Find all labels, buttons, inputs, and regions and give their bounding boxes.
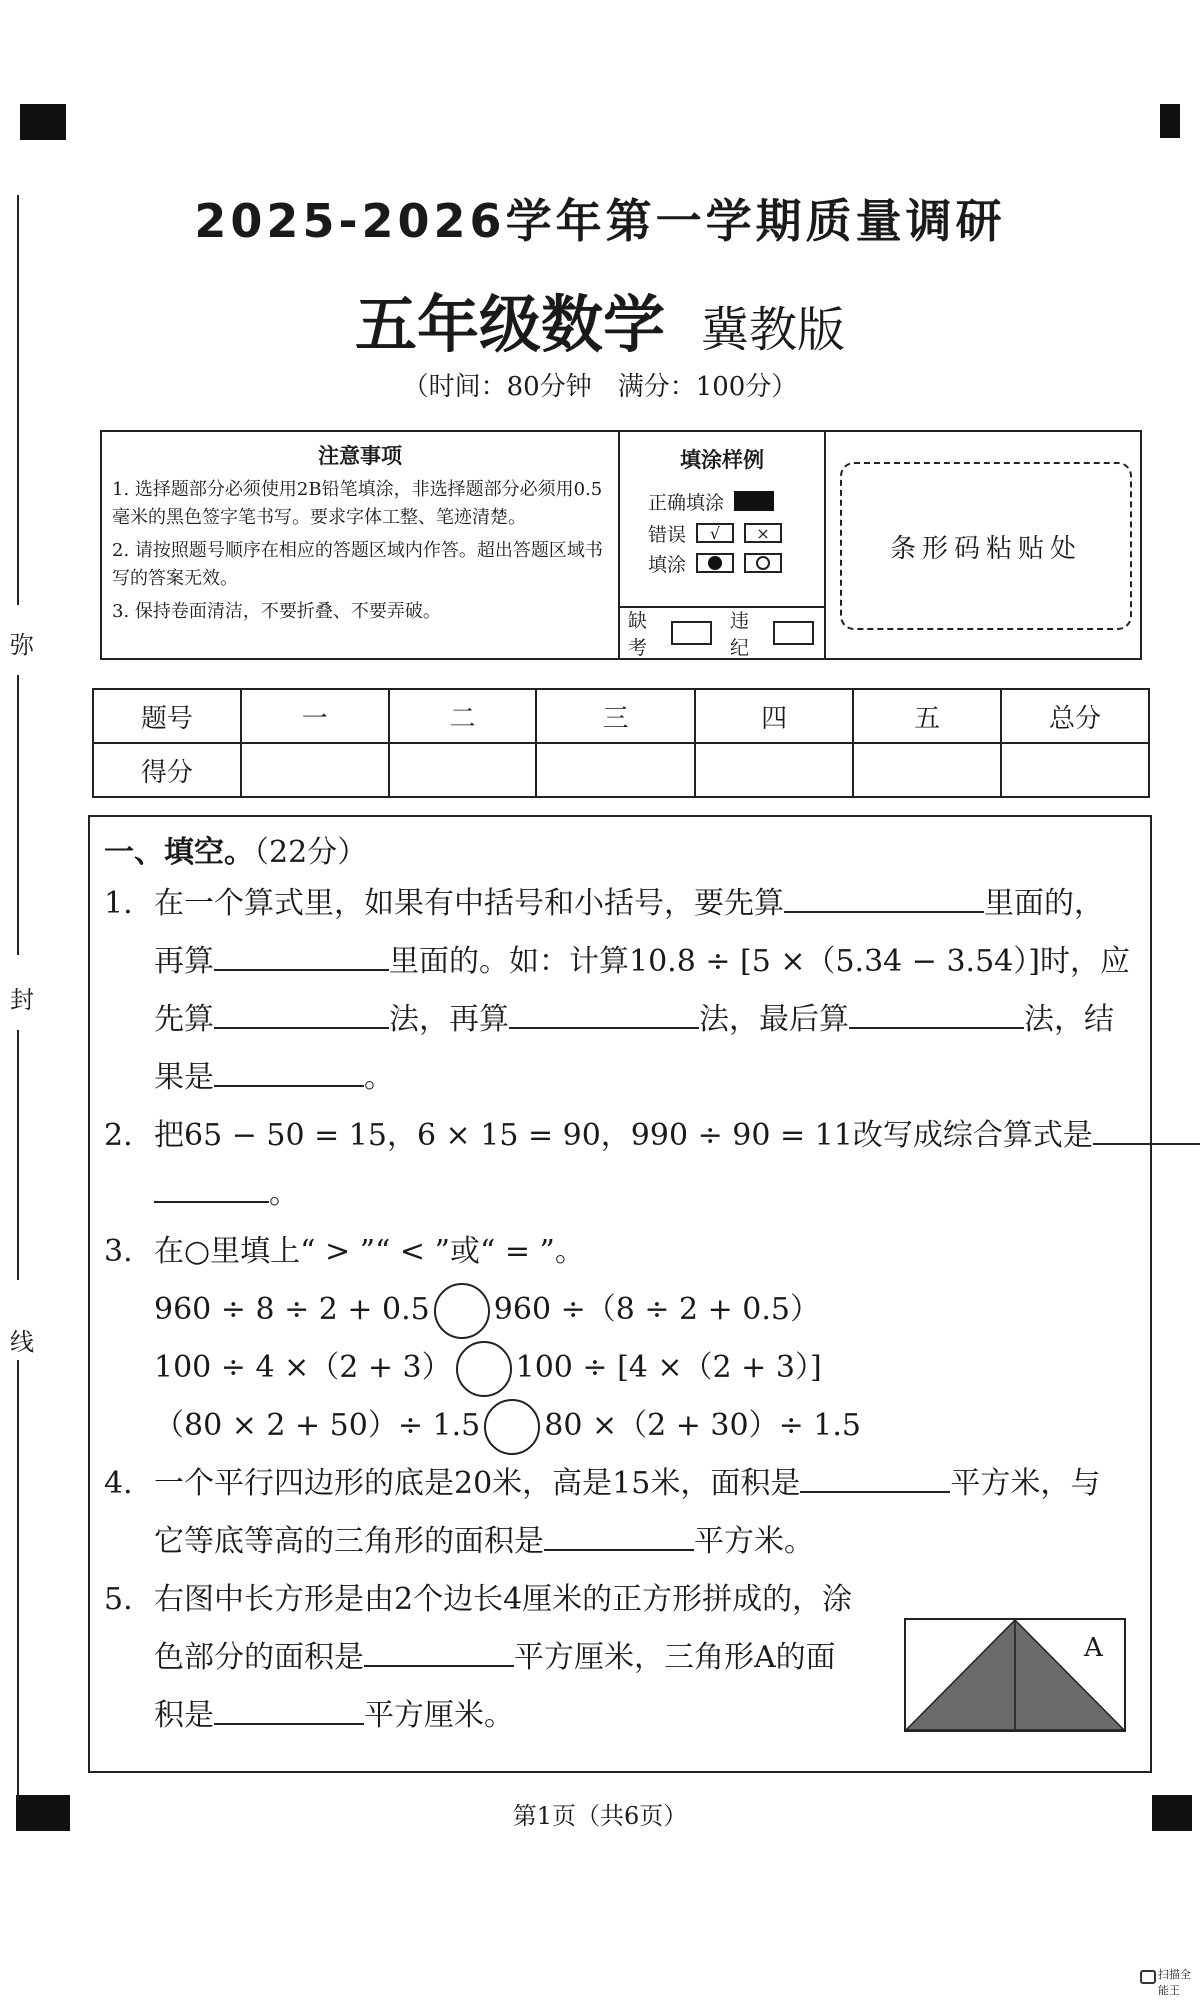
answer-blank[interactable] <box>509 997 699 1029</box>
note-item: 3. 保持卷面清洁，不要折叠、不要弄破。 <box>112 600 441 622</box>
filled-box-icon <box>734 491 774 511</box>
answer-blank[interactable] <box>214 939 389 971</box>
compare-circle[interactable] <box>434 1283 490 1339</box>
score-header-cell: 题号 <box>93 689 241 743</box>
binding-label: 封 <box>10 986 34 1014</box>
section-points: （22分） <box>254 835 368 870</box>
score-header-cell: 一 <box>241 689 389 743</box>
score-row-label: 得分 <box>93 743 241 797</box>
score-cell[interactable] <box>1001 743 1149 797</box>
question-3-intro: 在○里填上“ > ”“ < ”或“ = ”。 <box>154 1234 585 1269</box>
notes-panel <box>102 432 620 658</box>
absent-violation-row <box>620 606 824 658</box>
instructions-box <box>100 430 1142 660</box>
violation-checkbox[interactable] <box>773 621 814 645</box>
filled-dot-icon <box>696 553 734 573</box>
answer-blank[interactable] <box>364 1635 514 1667</box>
page-footer: 第1页（共6页） <box>512 1802 688 1830</box>
check-mark-icon: √ <box>696 523 734 543</box>
score-header-cell: 三 <box>536 689 694 743</box>
empty-circle-icon <box>744 553 782 573</box>
rectangle-figure <box>904 1618 1126 1732</box>
correct-fill-row <box>648 484 824 518</box>
question-5: 5. 右图中长方形是由2个边长4厘米的正方形拼成的，涂 色部分的面积是 平方厘米，三角形A的面 积是 平方厘米。 <box>104 1571 852 1745</box>
question-4: 4. 一个平行四边形的底是20米，高是15米，面积是 平方米，与 它等底等高的三角形的面积是 平方米。 <box>104 1455 1100 1571</box>
note-item: 2. 请按照题号顺序在相应的答题区域内作答。超出答题区域书写的答案无效。 <box>112 539 603 589</box>
compare-circle[interactable] <box>456 1341 512 1397</box>
binding-line <box>17 1030 19 1280</box>
notes-heading: 注意事项 <box>318 443 402 468</box>
fill-sample-heading: 填涂样例 <box>680 447 764 472</box>
exam-title: 2025-2026学年第一学期质量调研 <box>194 194 1006 248</box>
answer-blank[interactable] <box>800 1461 950 1493</box>
answer-blank[interactable] <box>784 881 984 913</box>
question-number: 2. <box>104 1118 133 1153</box>
score-cell[interactable] <box>241 743 389 797</box>
fill-sample-panel <box>620 432 826 658</box>
scanner-watermark: 扫描全能王 <box>1158 1968 1191 1997</box>
answer-blank[interactable] <box>214 997 389 1029</box>
wrong-fill-label-2: 填涂 <box>648 553 687 576</box>
answer-blank[interactable] <box>1093 1113 1200 1145</box>
compare-circle[interactable] <box>484 1399 540 1455</box>
answer-blank[interactable] <box>154 1171 269 1203</box>
wrong-fill-row-2 <box>648 548 824 578</box>
barcode-area <box>840 462 1132 630</box>
question-3: 3. 在○里填上“ > ”“ < ”或“ = ”。 960 ÷ 8 ÷ 2 + 0.5 960 ÷（8 ÷ 2 + 0.5） 100 ÷ 4 ×（2 + 3） 100 ÷ [4 ×（2 + 3）] （80 × 2 + 50）÷ 1.5 80 ×（2 + 30）÷ 1.5 <box>104 1223 861 1455</box>
score-cell[interactable] <box>853 743 1001 797</box>
cross-mark-icon: × <box>744 523 782 543</box>
question-number: 1. <box>104 886 133 921</box>
score-table-header-row <box>93 689 1149 743</box>
answer-blank[interactable] <box>214 1693 364 1725</box>
question-number: 4. <box>104 1466 133 1501</box>
note-item: 1. 选择题部分必须使用2B铅笔填涂，非选择题部分必须用0.5毫米的黑色签字笔书写。要求字体工整、笔迹清楚。 <box>112 479 603 528</box>
binding-label: 线 <box>10 1328 34 1356</box>
wrong-fill-row <box>648 518 824 548</box>
correct-fill-label: 正确填涂 <box>648 491 725 514</box>
score-table-score-row <box>93 743 1149 797</box>
question-number: 5. <box>104 1582 133 1617</box>
score-header-cell: 二 <box>389 689 537 743</box>
answer-blank[interactable] <box>849 997 1024 1029</box>
answer-blank[interactable] <box>544 1519 694 1551</box>
wrong-fill-label: 错误 <box>648 523 687 546</box>
score-header-cell: 五 <box>853 689 1001 743</box>
binding-line <box>17 675 19 955</box>
answer-blank[interactable] <box>214 1055 364 1087</box>
registration-mark-top-left <box>20 104 66 140</box>
question-number: 3. <box>104 1234 133 1269</box>
absent-checkbox[interactable] <box>671 621 712 645</box>
barcode-label: 条形码粘贴处 <box>889 533 1082 564</box>
triangle-label: A <box>1084 1633 1103 1663</box>
score-header-cell: 总分 <box>1001 689 1149 743</box>
absent-label: 缺考 <box>628 610 648 659</box>
exam-info: （时间：80分钟 满分：100分） <box>402 372 798 402</box>
score-cell[interactable] <box>695 743 853 797</box>
subject-name: 五年级数学 <box>354 288 665 361</box>
violation-label: 违纪 <box>730 610 750 659</box>
registration-mark-top-right <box>1160 104 1180 138</box>
section-title: 一、填空。（22分） <box>104 835 368 870</box>
question-2: 2. 把65 − 50 = 15，6 × 15 = 90，990 ÷ 90 = 11改写成综合算式是 。 <box>104 1107 1200 1223</box>
edition-label: 冀教版 <box>701 302 846 358</box>
score-cell[interactable] <box>536 743 694 797</box>
binding-label: 弥 <box>10 631 34 659</box>
score-cell[interactable] <box>389 743 537 797</box>
score-header-cell: 四 <box>695 689 853 743</box>
question-1: 1. 在一个算式里，如果有中括号和小括号，要先算 里面的， 再算 里面的。如：计算10.8 ÷ [5 ×（5.34 − 3.54）]时，应 先算 法，再算 法，最后算 法，结 果是 。 <box>104 875 1130 1107</box>
score-table <box>92 688 1150 798</box>
binding-line <box>17 1360 19 1800</box>
scanner-app-icon <box>1140 1970 1156 1984</box>
subject-title <box>0 275 1200 364</box>
